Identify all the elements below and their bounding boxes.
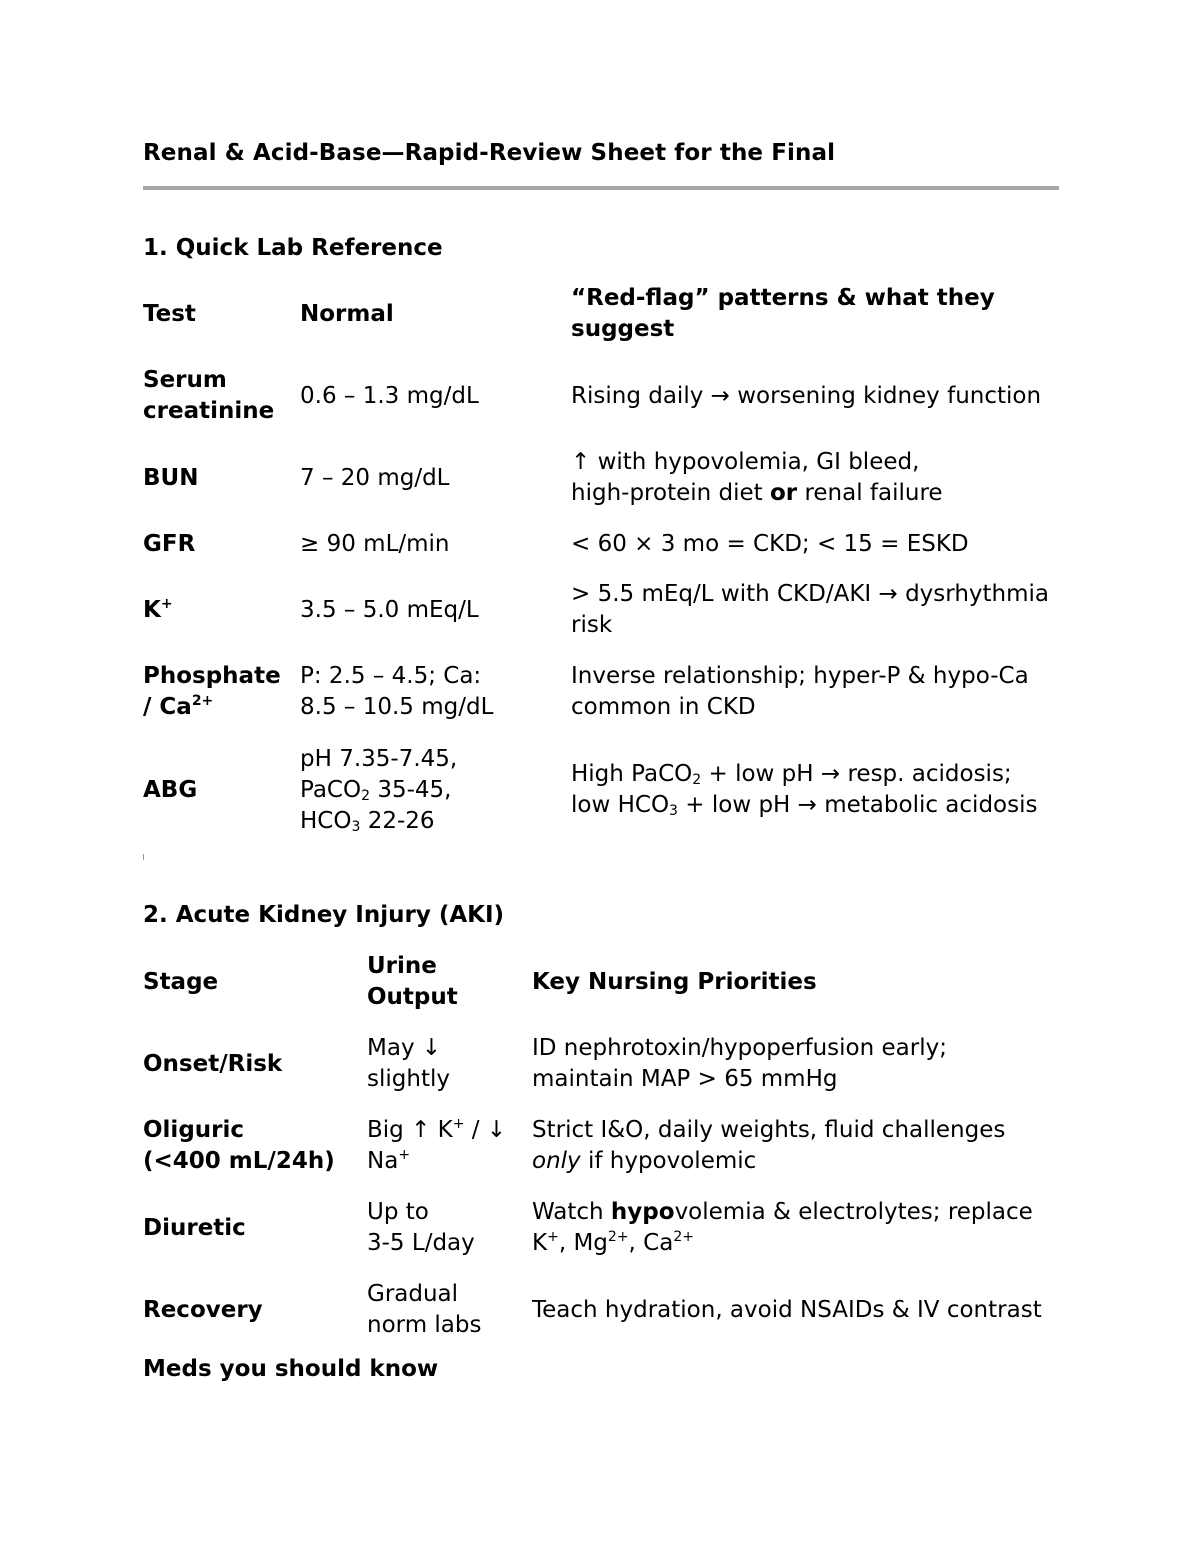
- red-flag-note: Inverse relationship; hyper-P & hypo-Ca common in CKD: [571, 663, 1029, 720]
- nursing-priority: Strict I&O, daily weights, fluid challenges only if hypovolemic: [532, 1117, 1006, 1174]
- stage-name: Recovery: [143, 1296, 263, 1323]
- meds-heading: Meds you should know: [143, 1356, 439, 1382]
- table-row: [143, 1278, 1059, 1342]
- note-line: high-protein diet: [571, 480, 763, 506]
- header-priorities: Key Nursing Priorities: [532, 968, 817, 995]
- stage-name: Diuretic: [143, 1214, 246, 1241]
- table-row: [143, 446, 1059, 510]
- page-title: Renal & Acid-Base—Rapid-Review Sheet for the Final: [143, 140, 836, 166]
- table-header-row: [143, 950, 1059, 1014]
- normal-range: 3.5 – 5.0 mEq/L: [300, 596, 479, 623]
- title-divider: [143, 186, 1059, 190]
- table-row: [143, 364, 1059, 428]
- table-row: [143, 1196, 1059, 1260]
- section-heading-aki: 2. Acute Kidney Injury (AKI): [143, 902, 505, 928]
- table-row: [143, 660, 1059, 724]
- table-row: [143, 578, 1059, 642]
- red-flag-note: High PaCO$_2$ + low pH → resp. acidosis; low $HCO_3$ + low pH → metabolic acidosis: [571, 761, 1038, 819]
- header-normal: Normal: [300, 300, 394, 327]
- section-heading-lab-reference: 1. Quick Lab Reference: [143, 235, 443, 261]
- table-row: [143, 528, 1059, 560]
- table-row: [143, 742, 1059, 838]
- test-name: Phosphate / $Ca^{2+}$: [143, 663, 281, 720]
- normal-range: 0.6 – 1.3 mg/dL: [300, 382, 479, 409]
- red-flag-note: [571, 446, 1059, 510]
- table-row: [143, 1032, 1059, 1096]
- urine-output: Big ↑ K+ / ↓ Na+: [367, 1116, 507, 1174]
- urine-output: May ↓ slightly: [367, 1035, 450, 1092]
- test-name: GFR: [143, 530, 196, 557]
- stage-name: Onset/Risk: [143, 1050, 283, 1077]
- header-urine-output: Urine Output: [367, 953, 458, 1010]
- paragraph-mark: [143, 854, 144, 860]
- normal-range: ≥ 90 mL/min: [300, 530, 450, 557]
- normal-range: 7 – 20 mg/dL: [300, 464, 450, 491]
- red-flag-note: Rising daily → worsening kidney function: [571, 382, 1042, 409]
- note-line: renal failure: [804, 480, 943, 506]
- header-red-flag: “Red-flag” patterns & what they suggest: [571, 285, 995, 342]
- test-name: Serum creatinine: [143, 367, 275, 424]
- table-row: [143, 1114, 1059, 1178]
- normal-range: P: 2.5 – 4.5; Ca: 8.5 – 10.5 mg/dL: [300, 663, 494, 720]
- red-flag-note: > 5.5 mEq/L with CKD/AKI → dysrhythmia risk: [571, 581, 1050, 638]
- header-stage: Stage: [143, 968, 219, 995]
- red-flag-note: < 60 × 3 mo = CKD; < 15 = ESKD: [571, 530, 969, 557]
- stage-name: Oliguric (<400 mL/24h): [143, 1117, 335, 1174]
- normal-range: pH 7.35-7.45, PaCO$_2$ 35-45, $HCO_3$ 22-26: [300, 745, 458, 835]
- header-test: Test: [143, 300, 196, 327]
- test-name: K+: [143, 595, 173, 623]
- nursing-priority: Teach hydration, avoid NSAIDs & IV contrast: [532, 1296, 1042, 1323]
- urine-output: Gradual norm labs: [367, 1281, 482, 1338]
- table-header-row: [143, 282, 1059, 346]
- note-emphasis: or: [769, 480, 798, 506]
- note-line: ↑ with hypovolemia, GI bleed,: [571, 449, 920, 475]
- nursing-priority: ID nephrotoxin/hypoperfusion early; maintain MAP > 65 mmHg: [532, 1035, 947, 1092]
- test-name: ABG: [143, 776, 198, 803]
- test-name: BUN: [143, 464, 199, 491]
- urine-output: Up to 3-5 L/day: [367, 1199, 475, 1256]
- nursing-priority: Watch hypovolemia & electrolytes; replace K+, $Mg^{2+}$, $Ca^{2+}$: [532, 1199, 1033, 1256]
